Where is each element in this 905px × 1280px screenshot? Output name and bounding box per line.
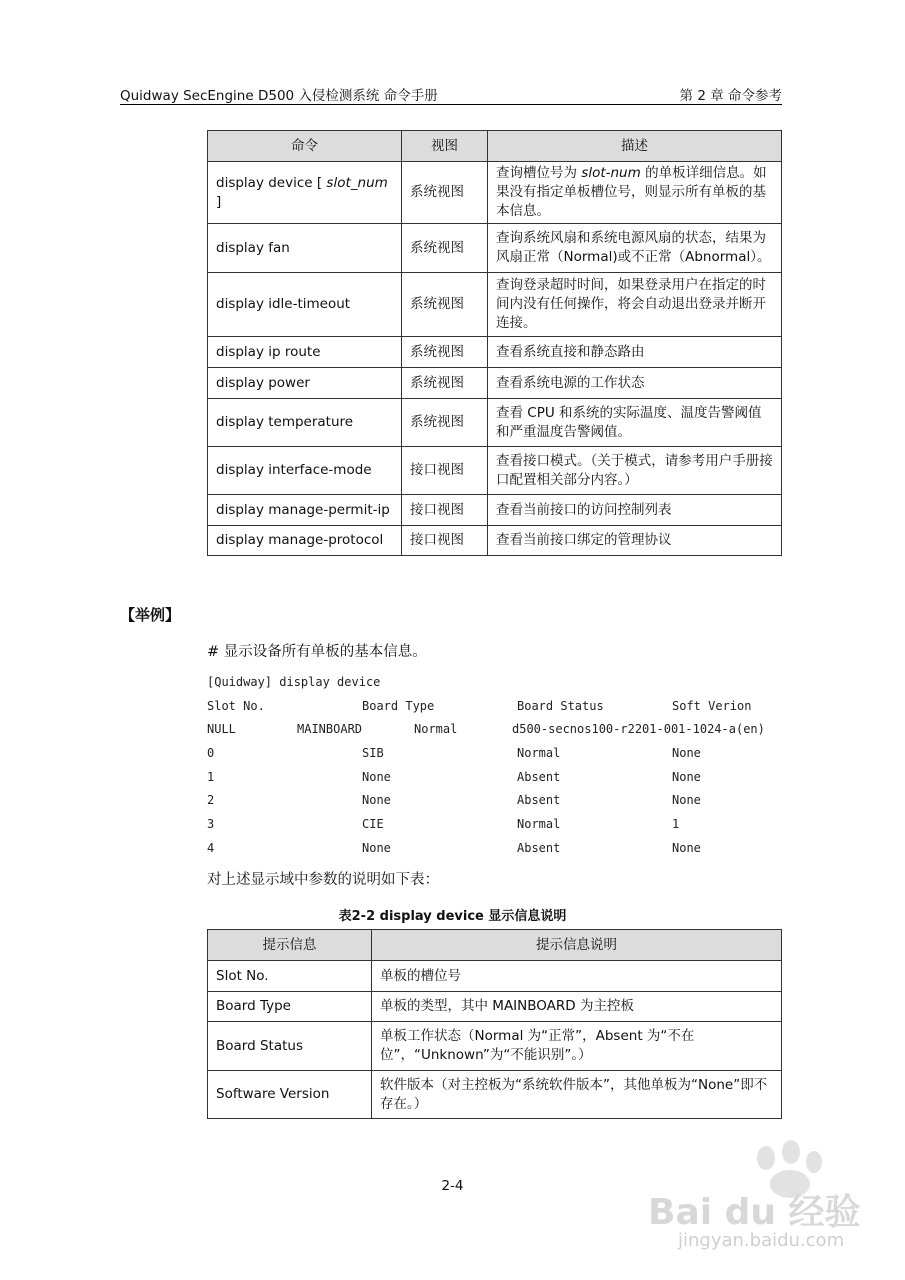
output-row-soft: None xyxy=(672,841,701,855)
output-header-type: Board Type xyxy=(362,699,435,713)
command-cell: display interface-mode xyxy=(208,447,402,495)
output-row-slot: 0 xyxy=(207,746,215,760)
table-row xyxy=(208,224,782,273)
output-header-status: Board Status xyxy=(517,699,604,713)
table-intro-text: 对上述显示域中参数的说明如下表： xyxy=(207,872,439,888)
output-row-slot: 2 xyxy=(207,793,215,807)
field-cell: Slot No. xyxy=(208,961,372,992)
info-table-header xyxy=(208,930,782,961)
view-cell: 系统视图 xyxy=(402,224,488,273)
table-row xyxy=(208,1071,782,1119)
output-row-type: CIE xyxy=(362,817,384,831)
output-row-status: Absent xyxy=(517,770,561,784)
desc-post: 的单板详细信息。如果没有指定单板槽位号，则显示所有单板的基本信息。 xyxy=(496,165,767,219)
description-cell: 查看系统直接和静态路由 xyxy=(488,337,782,368)
command-cell: display manage-permit-ip xyxy=(208,495,402,526)
output-row-type: None xyxy=(362,770,391,784)
output-null-type: MAINBOARD xyxy=(297,722,363,736)
output-null-soft: d500-secnos100-r2201-001-1024-a(en) xyxy=(512,722,765,736)
table-caption: 表2-2 display device 显示信息说明 xyxy=(338,909,567,924)
command-arg: slot_num xyxy=(326,174,388,191)
table-row xyxy=(208,368,782,399)
command-cell: display ip route xyxy=(208,337,402,368)
description-cell: 查询登录超时时间，如果登录用户在指定的时间内没有任何操作，将会自动退出登录并断开连接。 xyxy=(488,273,782,337)
description-cell: 查询系统风扇和系统电源风扇的状态，结果为风扇正常（Normal)或不正常（Abnormal）。 xyxy=(488,224,782,273)
description-cell: 查看 CPU 和系统的实际温度、温度告警阈值和严重温度告警阈值。 xyxy=(488,399,782,447)
command-cell: display fan xyxy=(208,224,402,273)
command-table-header xyxy=(208,131,782,162)
description-cell xyxy=(488,162,782,224)
output-row-slot: 3 xyxy=(207,817,215,831)
description-cell: 查看当前接口绑定的管理协议 xyxy=(488,526,782,556)
output-row-slot: 1 xyxy=(207,770,215,784)
example-description: # 显示设备所有单板的基本信息。 xyxy=(207,644,427,660)
view-cell: 系统视图 xyxy=(402,368,488,399)
command-tail: ] xyxy=(216,193,222,210)
output-null-status: Normal xyxy=(414,722,458,736)
header-view: 视图 xyxy=(402,131,488,162)
description-cell: 查看接口模式。（关于模式，请参考用户手册接口配置相关部分内容。） xyxy=(488,447,782,495)
table-row xyxy=(208,1022,782,1071)
field-description-cell: 单板工作状态（Normal 为“正常”，Absent 为“不在位”，“Unknown”为“不能识别”。） xyxy=(372,1022,782,1071)
output-row-status: Absent xyxy=(517,793,561,807)
table-row xyxy=(208,162,782,224)
table-row xyxy=(208,495,782,526)
view-cell: 系统视图 xyxy=(402,399,488,447)
field-cell: Software Version xyxy=(208,1071,372,1119)
output-row-soft: None xyxy=(672,793,701,807)
table-row xyxy=(208,961,782,992)
header-field: 提示信息 xyxy=(208,930,372,961)
view-cell: 接口视图 xyxy=(402,495,488,526)
output-row-type: SIB xyxy=(362,746,384,760)
field-cell: Board Type xyxy=(208,992,372,1022)
example-command: [Quidway] display device xyxy=(207,675,381,689)
view-cell: 系统视图 xyxy=(402,273,488,337)
header-chapter: 第 2 章 命令参考 xyxy=(679,88,782,104)
baidu-jingyan-watermark xyxy=(640,1140,880,1270)
output-row-slot: 4 xyxy=(207,841,215,855)
view-cell: 接口视图 xyxy=(402,447,488,495)
output-row-status: Absent xyxy=(517,841,561,855)
field-description-cell: 单板的槽位号 xyxy=(372,961,782,992)
header-command: 命令 xyxy=(208,131,402,162)
table-row xyxy=(208,992,782,1022)
page-header xyxy=(120,84,782,105)
info-table xyxy=(207,929,782,1119)
watermark-url: jingyan.baidu.com xyxy=(678,1230,845,1251)
table-row xyxy=(208,399,782,447)
view-cell: 系统视图 xyxy=(402,337,488,368)
field-description-cell: 软件版本（对主控板为“系统软件版本”，其他单板为“None”即不存在。） xyxy=(372,1071,782,1119)
header-title: Quidway SecEngine D500 入侵检测系统 命令手册 xyxy=(120,88,438,104)
view-cell: 接口视图 xyxy=(402,526,488,556)
desc-param: slot-num xyxy=(581,165,641,181)
command-table xyxy=(207,130,782,556)
header-field-description: 提示信息说明 xyxy=(372,930,782,961)
command-cell: display power xyxy=(208,368,402,399)
output-row-status: Normal xyxy=(517,746,561,760)
page-number: 2-4 xyxy=(441,1178,464,1194)
header-description: 描述 xyxy=(488,131,782,162)
output-row-soft: None xyxy=(672,746,701,760)
description-cell: 查看当前接口的访问控制列表 xyxy=(488,495,782,526)
output-row-type: None xyxy=(362,793,391,807)
table-row xyxy=(208,447,782,495)
output-row-status: Normal xyxy=(517,817,561,831)
command-text: display device [ xyxy=(216,174,327,191)
table-row xyxy=(208,337,782,368)
table-row xyxy=(208,526,782,556)
output-header-slot: Slot No. xyxy=(207,699,265,713)
section-title-example: 【举例】 xyxy=(120,606,181,624)
output-row-soft: None xyxy=(672,770,701,784)
desc-pre: 查询槽位号为 xyxy=(496,165,582,181)
description-cell: 查看系统电源的工作状态 xyxy=(488,368,782,399)
view-cell: 系统视图 xyxy=(402,162,488,224)
command-cell: display temperature xyxy=(208,399,402,447)
command-cell xyxy=(208,162,402,224)
command-cell: display manage-protocol xyxy=(208,526,402,556)
field-description-cell: 单板的类型，其中 MAINBOARD 为主控板 xyxy=(372,992,782,1022)
output-header-soft: Soft Verion xyxy=(672,699,752,713)
command-cell: display idle-timeout xyxy=(208,273,402,337)
watermark-logo-text: Bai du 经验 xyxy=(648,1192,861,1233)
field-cell: Board Status xyxy=(208,1022,372,1071)
output-null-slot: NULL xyxy=(207,722,236,736)
table-row xyxy=(208,273,782,337)
output-row-type: None xyxy=(362,841,391,855)
output-row-soft: 1 xyxy=(672,817,680,831)
